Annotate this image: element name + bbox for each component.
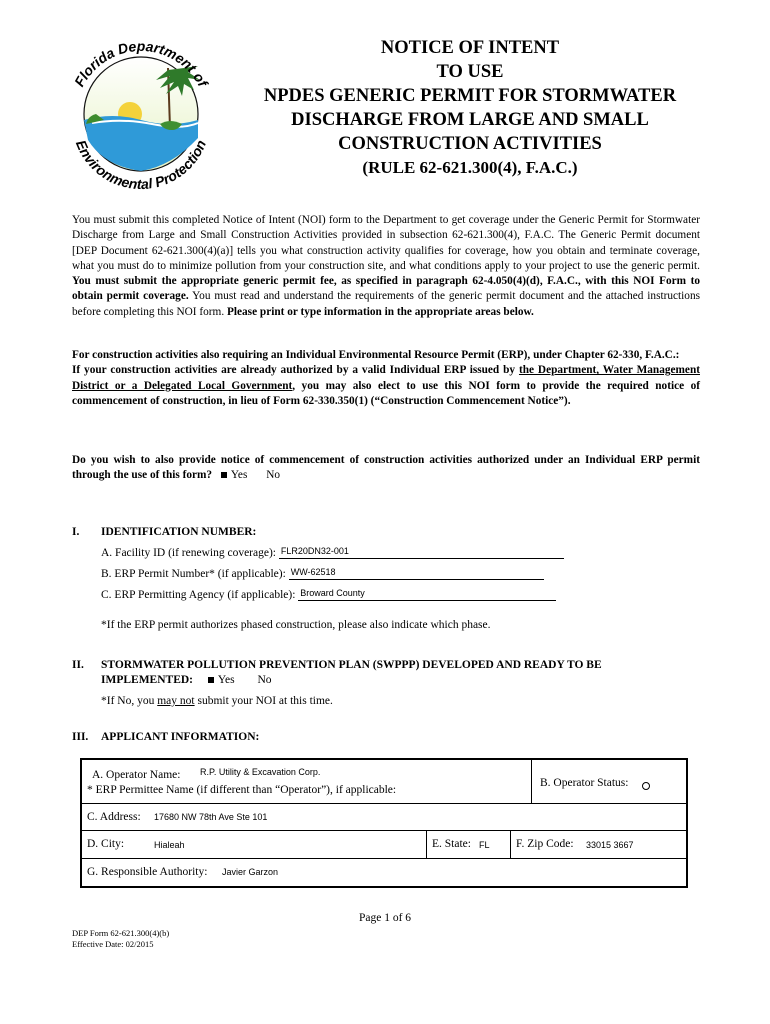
zip-cell[interactable]: [511, 831, 686, 859]
print-instruction: Please print or type information in the appropriate areas below.: [226, 305, 534, 318]
operator-status-radio[interactable]: [642, 782, 650, 790]
city-value: Hialeah: [154, 840, 185, 850]
address-cell[interactable]: [82, 804, 686, 831]
section3-number: III.: [72, 731, 89, 743]
permittee-label: * ERP Permittee Name (if different than “Operator”), if applicable:: [87, 784, 397, 796]
erp-heading: For construction activities also requiring an Individual Environmental Resource Permit (ERP), under Chapter 62-330, F.A.C.:: [72, 349, 680, 361]
section1-number: I.: [72, 526, 80, 538]
erp-agency-label: C. ERP Permitting Agency (if applicable):: [101, 589, 296, 601]
responsible-authority-label: G. Responsible Authority:: [87, 866, 208, 878]
facility-id-label: A. Facility ID (if renewing coverage):: [101, 547, 276, 559]
question-text: Do you wish to also provide notice of commencement of construction activities authorized under an Individual ERP permit through the use of this form?: [72, 454, 700, 482]
section2-heading: STORMWATER POLLUTION PREVENTION PLAN (SWPPP) DEVELOPED AND READY TO BE: [101, 659, 602, 671]
erp-agency-row: [101, 587, 556, 601]
form-footer: [72, 928, 169, 950]
implemented-label: IMPLEMENTED:: [101, 674, 193, 686]
operator-value: R.P. Utility & Excavation Corp.: [200, 767, 321, 777]
note-text: *If No, you: [101, 695, 158, 707]
swppp-yes-label: Yes: [217, 674, 235, 686]
no-label: No: [266, 469, 280, 482]
section3-heading: APPLICANT INFORMATION:: [101, 731, 260, 743]
address-label: C. Address:: [87, 811, 141, 823]
fee-requirement: You must submit the appropriate generic permit fee, as specified in paragraph 62-4.050(4)(d), F.A.C., with this NOI Form to obtain permit coverage.: [72, 275, 700, 303]
title-line: NOTICE OF INTENT: [380, 38, 560, 58]
swppp-note: [101, 695, 333, 707]
page-number: Page 1 of 6: [358, 912, 412, 924]
swppp-yes-checkbox[interactable]: [208, 677, 214, 683]
address-value: 17680 NW 78th Ave Ste 101: [154, 812, 268, 822]
erp-agency-field[interactable]: [298, 587, 556, 601]
phase-note: *If the ERP permit authorizes phased construction, please also indicate which phase.: [101, 619, 491, 631]
note-emphasis: may not: [157, 695, 195, 707]
responsible-authority-cell[interactable]: [82, 859, 686, 886]
erp-number-value: WW-62518: [290, 567, 336, 577]
logo-arc-top: Florida Department of: [70, 38, 212, 90]
section2-number: II.: [72, 659, 84, 671]
rule-citation: (RULE 62-621.300(4), F.A.C.): [362, 158, 578, 177]
facility-id-field[interactable]: [279, 545, 564, 559]
title-line: DISCHARGE FROM LARGE AND SMALL: [291, 110, 649, 130]
intro-text: You must read and understand the requirements of the generic permit document and the attached instructions before completing this NOI form.: [72, 290, 700, 318]
intro-paragraph: [72, 213, 700, 320]
intro-text: You must submit this completed Notice of Intent (NOI) form to the Department to get coverage under the Generic Permit for Stormwater Discharge from Large and Small Construction Activities provided in subsection 62-621.300(4), F.A.C. The Generic Permit document [DEP Document 62-621.300(4)(a)] tells you what construction activity qualifies for coverage, how you obtain and terminate coverage, what you must do to minimize pollution from your construction site, and what conditions apply to your project to use the generic permit.: [72, 214, 700, 272]
form-number: DEP Form 62-621.300(4)(b): [72, 928, 170, 938]
logo-arc-bottom: Environmental Protection: [72, 137, 210, 193]
title-line: CONSTRUCTION ACTIVITIES: [338, 134, 602, 154]
section1-heading: IDENTIFICATION NUMBER:: [101, 526, 257, 538]
effective-date: Effective Date: 02/2015: [72, 939, 154, 949]
state-cell[interactable]: [427, 831, 511, 859]
section2-heading-cont: [101, 674, 272, 686]
state-label: E. State:: [432, 838, 471, 850]
swppp-no-label: No: [257, 674, 272, 686]
erp-number-field[interactable]: [289, 566, 544, 580]
yes-checkbox[interactable]: [221, 472, 227, 478]
erp-text: , you may also elect to use this NOI form to provide the required notice of commencement of construction, in lieu of Form 62-330.350(1) (“Construction Commencement Notice”).: [72, 379, 700, 407]
commencement-question: [72, 453, 700, 484]
document-title: [200, 36, 740, 180]
zip-value: 33015 3667: [586, 840, 634, 850]
state-value: FL: [479, 840, 490, 850]
erp-number-label: B. ERP Permit Number* (if applicable):: [101, 568, 286, 580]
zip-label: F. Zip Code:: [516, 838, 574, 850]
note-text: submit your NOI at this time.: [194, 695, 333, 707]
yes-label: Yes: [230, 469, 248, 482]
facility-id-row: [101, 545, 564, 559]
city-cell[interactable]: [82, 831, 427, 859]
erp-agency-value: Broward County: [300, 588, 365, 598]
operator-status-label: B. Operator Status:: [540, 777, 629, 789]
erp-text: If your construction activities are already authorized by a valid Individual ERP issued by: [72, 364, 519, 377]
erp-number-row: [101, 566, 544, 580]
operator-status-cell[interactable]: [532, 760, 686, 804]
city-label: D. City:: [87, 838, 125, 850]
operator-label: A. Operator Name:: [92, 769, 181, 781]
erp-authorities: the Department, Water Management District or a Delegated Local Government: [72, 364, 700, 392]
operator-cell[interactable]: [82, 760, 532, 804]
facility-id-value: FLR20DN32-001: [280, 546, 349, 556]
title-line: NPDES GENERIC PERMIT FOR STORMWATER: [263, 86, 677, 106]
responsible-authority-value: Javier Garzon: [222, 867, 279, 877]
erp-paragraph: [72, 348, 700, 409]
title-line: TO USE: [436, 62, 504, 82]
